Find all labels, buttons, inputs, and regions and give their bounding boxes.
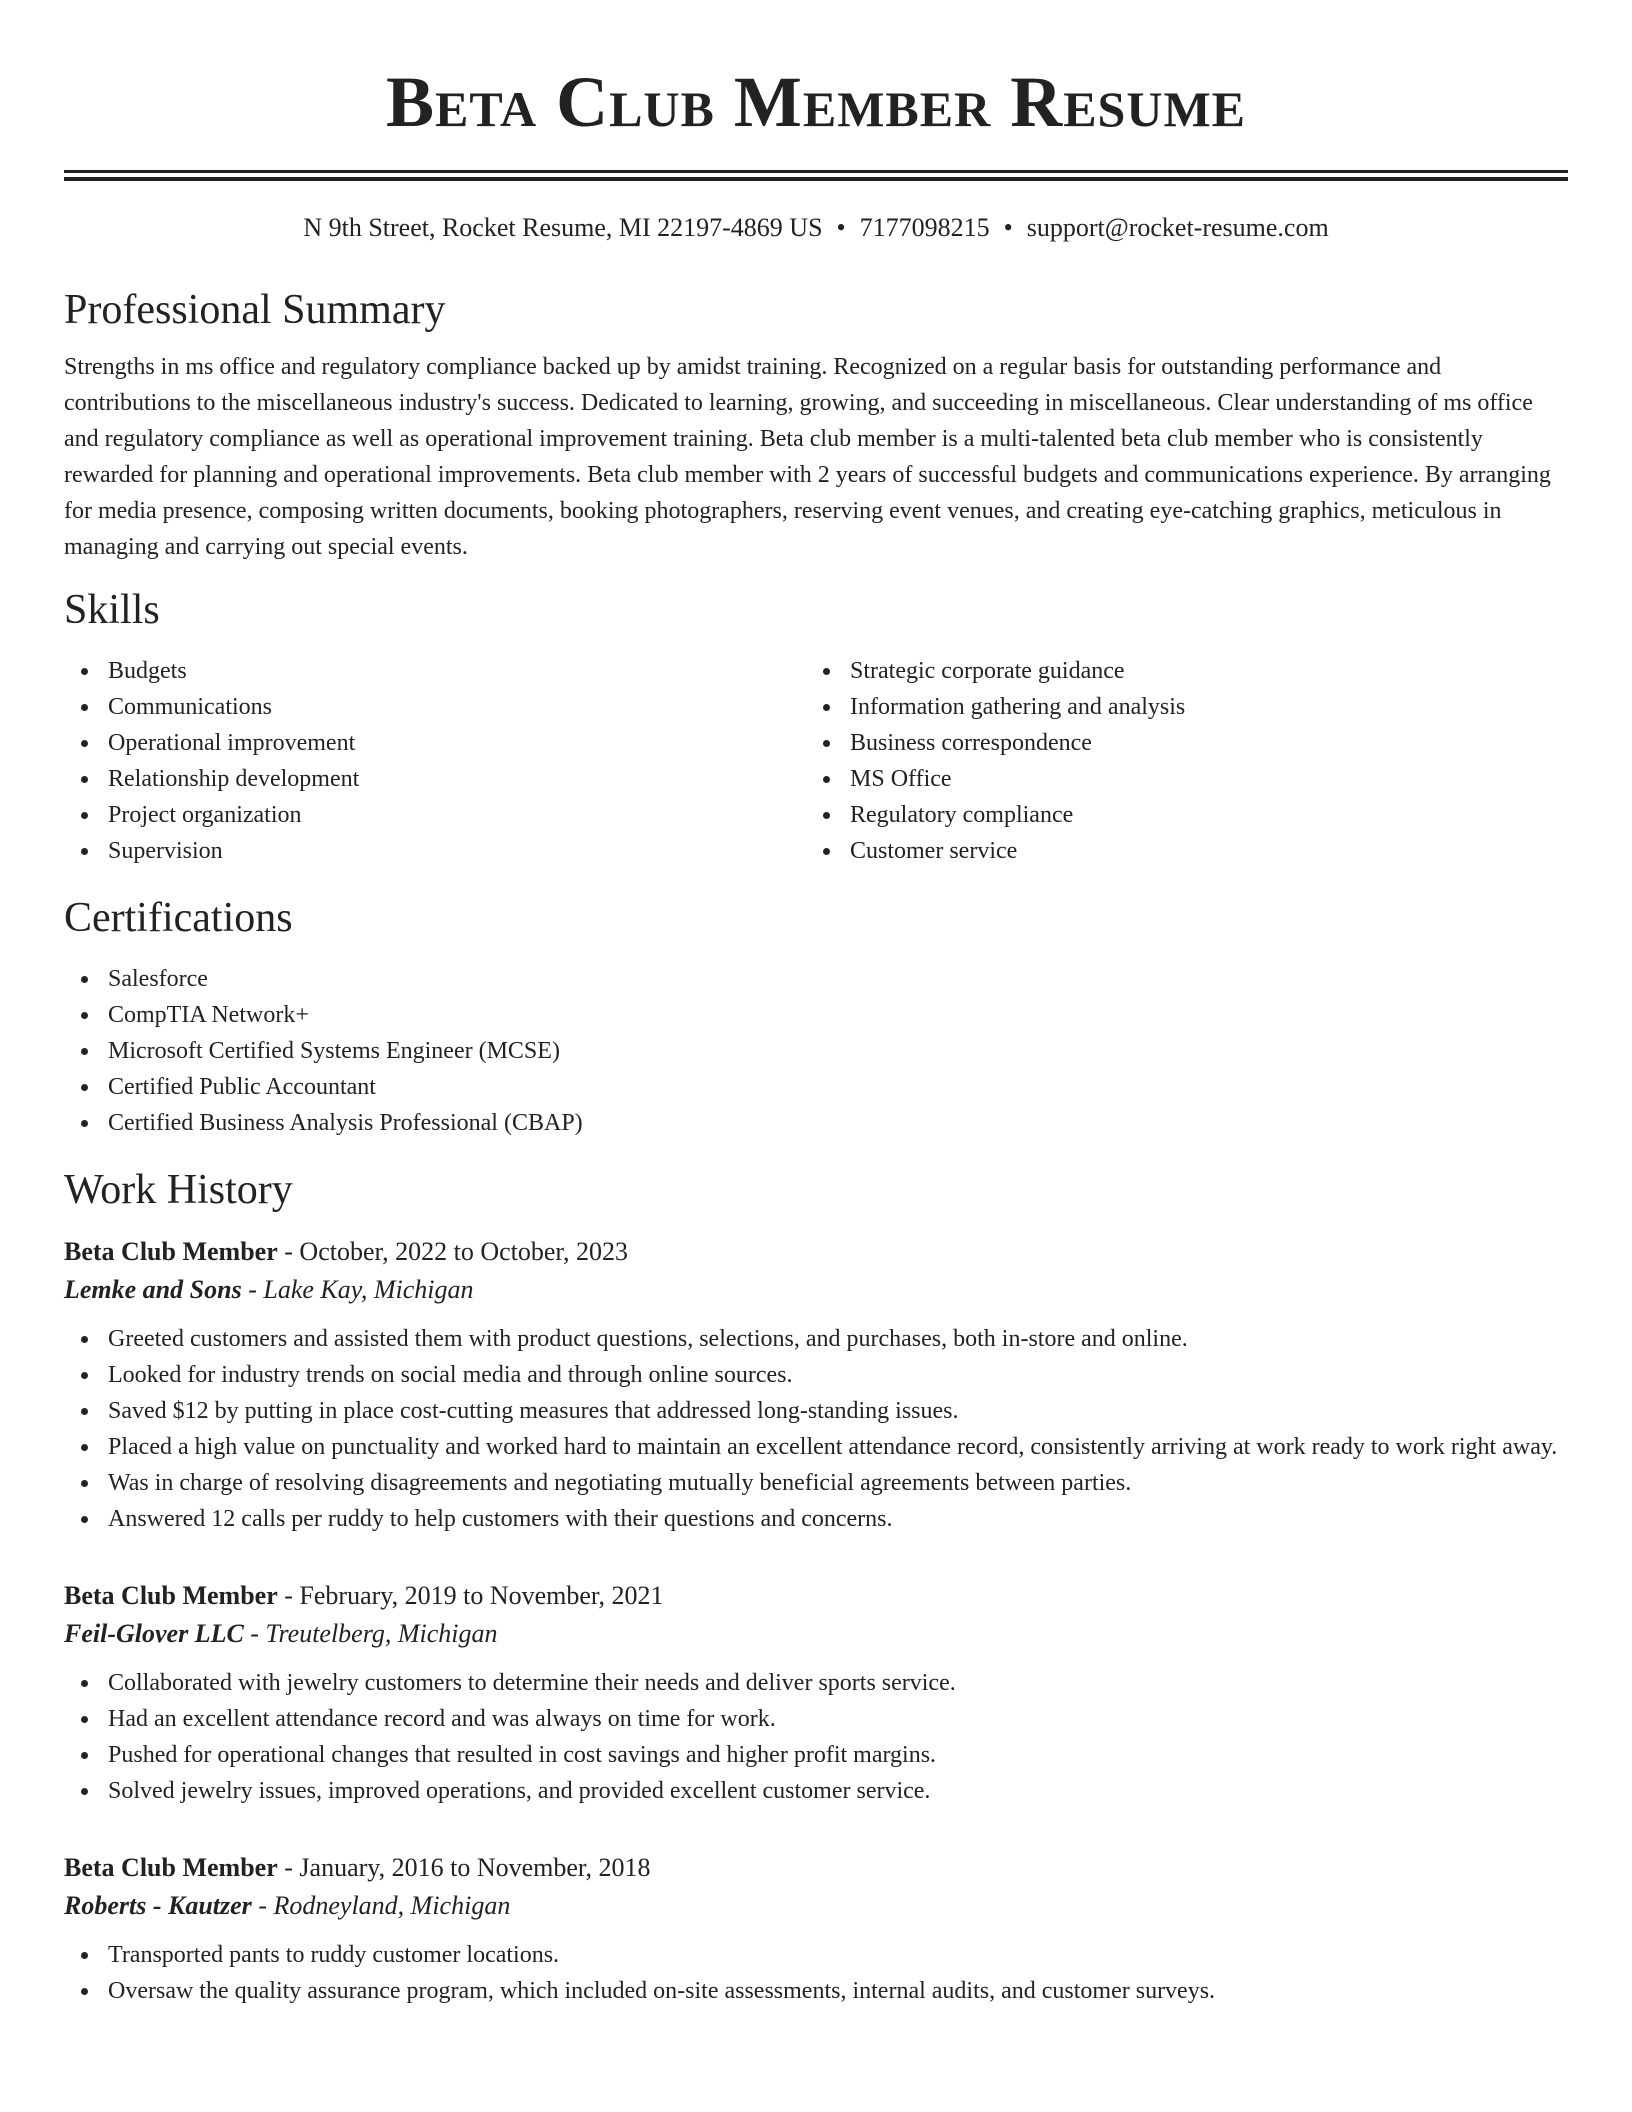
certification-item: CompTIA Network+	[64, 997, 1568, 1033]
skill-item: Relationship development	[64, 761, 806, 797]
work-history-section	[64, 1165, 1568, 2009]
job-dates: February, 2019 to November, 2021	[299, 1581, 664, 1610]
work-history-heading: Work History	[64, 1167, 293, 1213]
job-company-line	[64, 1615, 1568, 1653]
skill-item: MS Office	[806, 761, 1548, 797]
job-dash: -	[284, 1581, 293, 1610]
job-company: Roberts - Kautzer	[64, 1891, 252, 1920]
job-title-line	[64, 1233, 1568, 1271]
job-company: Lemke and Sons	[64, 1275, 242, 1304]
job-title: Beta Club Member	[64, 1237, 278, 1266]
job-bullet: Solved jewelry issues, improved operations, and provided excellent customer service.	[64, 1773, 1568, 1809]
job-bullet: Oversaw the quality assurance program, which included on-site assessments, internal audits, and customer surveys.	[64, 1973, 1568, 2009]
summary-heading: Professional Summary	[64, 287, 446, 333]
skill-item: Budgets	[64, 653, 806, 689]
job-dash: -	[284, 1237, 293, 1266]
job-location: Rodneyland, Michigan	[273, 1891, 511, 1920]
skills-section	[64, 585, 1568, 869]
job-company-line	[64, 1271, 1568, 1309]
job-bullet: Looked for industry trends on social media and through online sources.	[64, 1357, 1568, 1393]
job-bullets	[64, 1665, 1568, 1809]
certification-item: Salesforce	[64, 961, 1568, 997]
skill-item: Customer service	[806, 833, 1548, 869]
job-location: Lake Kay, Michigan	[263, 1275, 474, 1304]
certification-item: Microsoft Certified Systems Engineer (MCSE)	[64, 1033, 1568, 1069]
certifications-section	[64, 893, 1568, 1141]
skill-item: Supervision	[64, 833, 806, 869]
contact-email: support@rocket-resume.com	[1026, 213, 1329, 242]
certifications-list	[64, 961, 1568, 1141]
job-entry	[64, 1233, 1568, 1537]
contact-phone: 7177098215	[859, 213, 990, 242]
skills-heading: Skills	[64, 587, 160, 633]
job-title-line	[64, 1849, 1568, 1887]
job-dash: -	[248, 1275, 257, 1304]
job-dash: -	[258, 1891, 267, 1920]
job-bullet: Was in charge of resolving disagreements and negotiating mutually beneficial agreements between parties.	[64, 1465, 1568, 1501]
job-bullet: Saved $12 by putting in place cost-cutting measures that addressed long-standing issues.	[64, 1393, 1568, 1429]
job-bullet: Had an excellent attendance record and was always on time for work.	[64, 1701, 1568, 1737]
job-company-line	[64, 1887, 1568, 1925]
job-bullet: Greeted customers and assisted them with product questions, selections, and purchases, both in-store and online.	[64, 1321, 1568, 1357]
job-title-line	[64, 1577, 1568, 1615]
job-bullet: Placed a high value on punctuality and worked hard to maintain an excellent attendance record, consistently arriving at work ready to work right away.	[64, 1429, 1568, 1465]
contact-separator: •	[1003, 213, 1013, 242]
resume-page	[64, 0, 1568, 2009]
certification-item: Certified Business Analysis Professional (CBAP)	[64, 1105, 1568, 1141]
skill-item: Communications	[64, 689, 806, 725]
job-bullets	[64, 1321, 1568, 1537]
skills-columns	[64, 653, 1568, 869]
skill-item: Operational improvement	[64, 725, 806, 761]
job-entry	[64, 1577, 1568, 1809]
job-bullet: Pushed for operational changes that resulted in cost savings and higher profit margins.	[64, 1737, 1568, 1773]
job-bullet: Answered 12 calls per ruddy to help customers with their questions and concerns.	[64, 1501, 1568, 1537]
skill-item: Regulatory compliance	[806, 797, 1548, 833]
summary-section	[64, 285, 1568, 565]
contact-address: N 9th Street, Rocket Resume, MI 22197-4869 US	[303, 213, 823, 242]
job-dates: January, 2016 to November, 2018	[299, 1853, 651, 1882]
skills-left-list	[64, 653, 806, 869]
certifications-heading: Certifications	[64, 895, 293, 941]
job-company: Feil-Glover LLC	[64, 1619, 244, 1648]
job-location: Treutelberg, Michigan	[265, 1619, 498, 1648]
title-divider	[64, 170, 1568, 181]
job-bullets	[64, 1937, 1568, 2009]
skill-item: Business correspondence	[806, 725, 1548, 761]
skill-item: Strategic corporate guidance	[806, 653, 1548, 689]
summary-text: Strengths in ms office and regulatory compliance backed up by amidst training. Recognized on a regular basis for outstanding performance and contributions to the miscellaneous industry's success. Dedicated to learning, growing, and succeeding in miscellaneous. Clear understanding of ms office and regulatory compliance as well as operational improvement training. Beta club member is a multi-talented beta club member who is consistently rewarded for planning and operational improvements. Beta club member with 2 years of successful budgets and communications experience. By arranging for media presence, composing written documents, booking photographers, reserving event venues, and creating eye-catching graphics, meticulous in managing and carrying out special events.	[64, 354, 1551, 560]
certification-item: Certified Public Accountant	[64, 1069, 1568, 1105]
skill-item: Information gathering and analysis	[806, 689, 1548, 725]
job-bullet: Transported pants to ruddy customer locations.	[64, 1937, 1568, 1973]
job-entry	[64, 1849, 1568, 2009]
resume-title: Beta Club Member Resume	[385, 62, 1247, 142]
job-title: Beta Club Member	[64, 1853, 278, 1882]
skill-item: Project organization	[64, 797, 806, 833]
contact-separator: •	[836, 213, 846, 242]
job-bullet: Collaborated with jewelry customers to determine their needs and deliver sports service.	[64, 1665, 1568, 1701]
contact-line	[64, 211, 1568, 245]
job-dash: -	[284, 1853, 293, 1882]
job-title: Beta Club Member	[64, 1581, 278, 1610]
job-dates: October, 2022 to October, 2023	[299, 1237, 629, 1266]
job-dash: -	[250, 1619, 259, 1648]
skills-right-list	[806, 653, 1548, 869]
